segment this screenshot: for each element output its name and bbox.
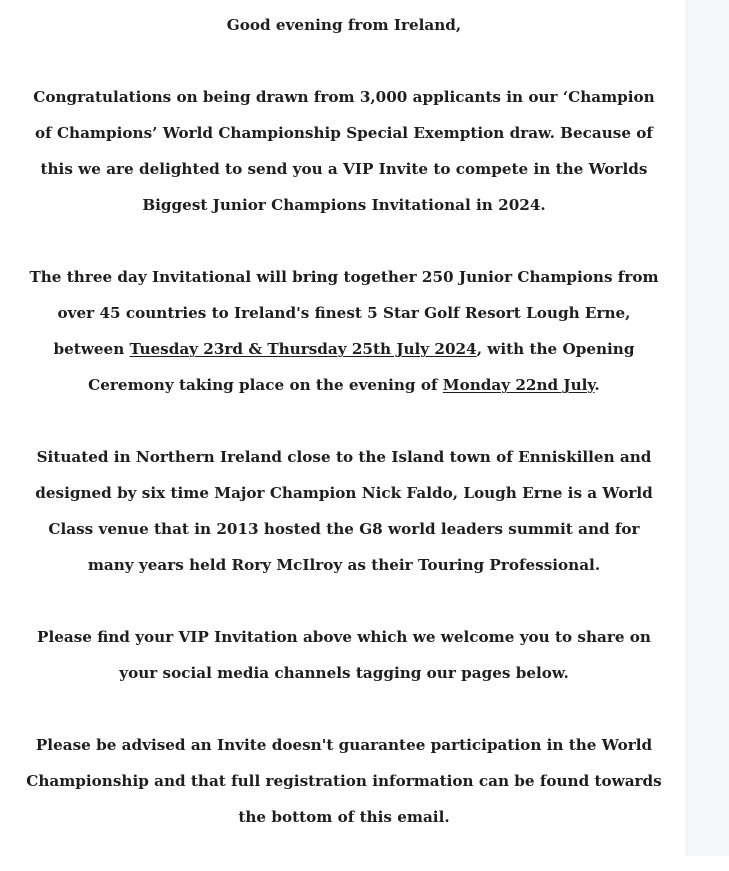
invitational-text-1: The three day Invitational will bring together 250 Junior Champions from over 45 countries to Ireland's finest 5 Star Golf Resort Lough Erne, between	[29, 268, 659, 358]
invitational-details-paragraph	[26, 259, 662, 403]
window-side-strip	[686, 0, 729, 856]
disclaimer-paragraph: Please be advised an Invite doesn't guarantee participation in the World Championship and that full registration information can be found towards the bottom of this email.	[26, 736, 662, 826]
share-invitation-paragraph: Please find your VIP Invitation above which we welcome you to share on your social media channels tagging our pages below.	[37, 628, 651, 682]
invitational-text-3: .	[594, 376, 600, 394]
greeting-paragraph: Good evening from Ireland,	[226, 16, 462, 34]
event-dates-link[interactable]: Tuesday 23rd & Thursday 25th July 2024	[129, 340, 477, 358]
invitational-text-2: , with the Opening Ceremony taking place on the evening of	[88, 340, 635, 394]
opening-ceremony-date-link[interactable]: Monday 22nd July	[442, 376, 595, 394]
email-content	[26, 7, 662, 871]
congratulations-paragraph: Congratulations on being drawn from 3,000 applicants in our ‘Champion of Champions’ World Championship Special Exemption draw. Because of this we are delighted to send you a VIP Invite to compete in the Worlds Biggest Junior Champions Invitational in 2024.	[33, 88, 655, 214]
venue-paragraph: Situated in Northern Ireland close to the Island town of Enniskillen and designed by six time Major Champion Nick Faldo, Lough Erne is a World Class venue that in 2013 hosted the G8 world leaders summit and for many years held Rory McIlroy as their Touring Professional.	[35, 448, 653, 574]
